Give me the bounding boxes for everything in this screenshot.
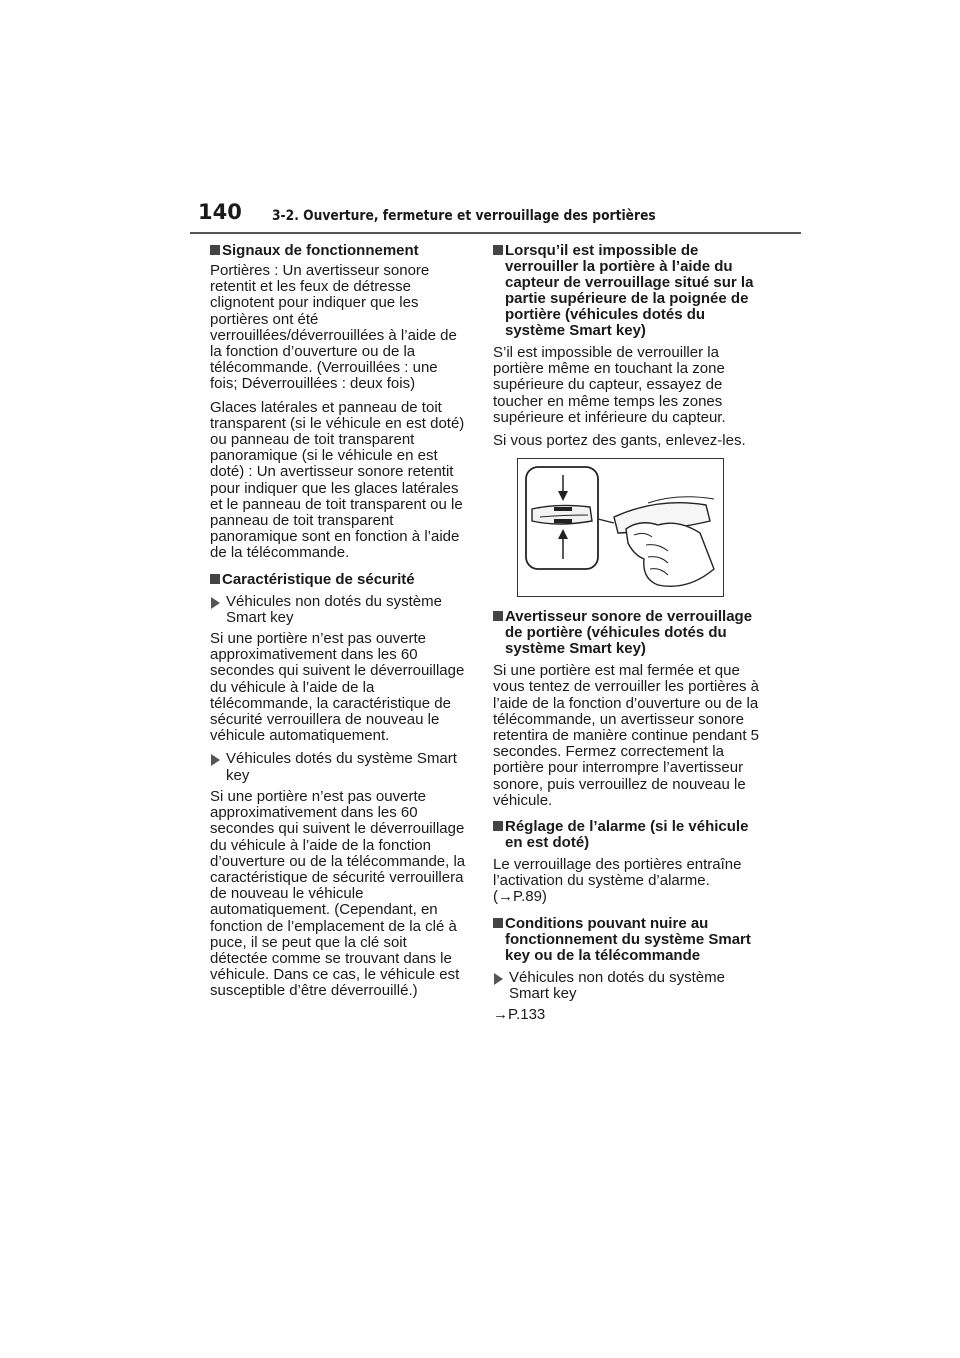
section-heading-signals	[210, 243, 468, 259]
heading-text: Signaux de fonctionnement	[222, 242, 419, 259]
square-bullet-icon	[493, 611, 503, 621]
chapter-title: 3-2. Ouverture, fermeture et verrouillage des portières	[272, 208, 656, 224]
right-column	[493, 243, 759, 1030]
heading-text: Réglage de l’alarme (si le véhicule en est doté)	[505, 818, 749, 852]
paragraph: S’il est impossible de verrouiller la portière même en touchant la zone supérieure du capteur, essayez de toucher en même temps les zones supérieure et inférieure du capteur.	[493, 344, 726, 426]
page-number: 140	[198, 200, 242, 224]
header-rule	[190, 232, 801, 234]
sub-heading-text: Véhicules non dotés du système Smart key	[509, 968, 725, 1002]
sub-heading-text: Véhicules non dotés du système Smart key	[226, 592, 442, 626]
sub-heading	[210, 594, 468, 626]
square-bullet-icon	[493, 821, 503, 831]
section-heading-alarm	[493, 819, 759, 851]
square-bullet-icon	[493, 245, 503, 255]
square-bullet-icon	[493, 918, 503, 928]
triangle-bullet-icon	[494, 973, 503, 985]
triangle-bullet-icon	[211, 754, 220, 766]
door-handle-sensor-illustration	[517, 458, 724, 597]
section-heading-conditions	[493, 916, 759, 964]
paragraph: Glaces latérales et panneau de toit transparent (si le véhicule en est doté) ou panneau de toit transparent panoramique (si le véhicule en est doté) : Un avertisseur sonore retentit pour indiquer que les glaces latérales et le panneau de toit transparent ou le panneau de toit transparent panoramique sont en fonction à l’aide de la télécommande.	[210, 398, 465, 562]
section-heading-buzzer	[493, 609, 759, 657]
triangle-bullet-icon	[211, 597, 220, 609]
paragraph: Si une portière n’est pas ouverte approximativement dans les 60 secondes qui suivent le déverrouillage du véhicule à l’aide de la fonction d’ouverture ou de la télécommande, la caractéristique de sécurité verrouillera de nouveau le véhicule automatiquement. (Cependant, en fonction de l’emplacement de la clé à puce, il se peut que la clé soit détectée comme se trouvant dans le véhicule. Dans ce cas, le véhicule est susceptible d’être déverrouillé.)	[210, 787, 466, 1000]
sub-heading	[493, 970, 759, 1002]
square-bullet-icon	[210, 245, 220, 255]
paragraph: Le verrouillage des portières entraîne l’activation du système d’alarme. (→P.89)	[493, 856, 742, 906]
paragraph: Si une portière n’est pas ouverte approximativement dans les 60 secondes qui suivent le déverrouillage du véhicule à l’aide de la télécommande, la caractéristique de sécurité verrouillera de nouveau le véhicule automatiquement.	[210, 630, 465, 745]
heading-text: Lorsqu’il est impossible de verrouiller la portière à l’aide du capteur de verrouillage situé sur la partie supérieure de la poignée de portière (véhicules dotés du système Smart key)	[505, 242, 754, 339]
door-handle-drawing	[518, 459, 723, 596]
heading-text: Caractéristique de sécurité	[222, 570, 415, 588]
section-heading-security	[210, 572, 468, 588]
left-column	[210, 243, 468, 1007]
paragraph: Portières : Un avertisseur sonore retentit et les feux de détresse clignotent pour indiquer que les portières ont été verrouillées/déverrouillées à l’aide de la fonction d’ouverture ou de la télécommande. (Verrouillées : une fois; Déverrouillées : deux fois)	[210, 262, 457, 393]
section-heading-unable-lock	[493, 243, 759, 339]
page-reference: →P.133	[493, 1006, 546, 1024]
heading-text: Avertisseur sonore de verrouillage de portière (véhicules dotés du système Smart key)	[505, 608, 753, 658]
paragraph: Si vous portez des gants, enlevez-les.	[493, 432, 746, 450]
sub-heading-text: Véhicules dotés du système Smart key	[226, 750, 457, 784]
square-bullet-icon	[210, 574, 220, 584]
heading-text: Conditions pouvant nuire au fonctionnement du système Smart key ou de la télécommande	[505, 914, 751, 964]
sub-heading	[210, 751, 468, 783]
paragraph: Si une portière est mal fermée et que vous tentez de verrouiller les portières à l’aide de la fonction d’ouverture ou de la télécommande, un avertisseur sonore retentira de manière continue pendant 5 secondes. Fermez correctement la portière pour interrompre l’avertisseur sonore, puis verrouillez de nouveau le véhicule.	[493, 662, 760, 809]
